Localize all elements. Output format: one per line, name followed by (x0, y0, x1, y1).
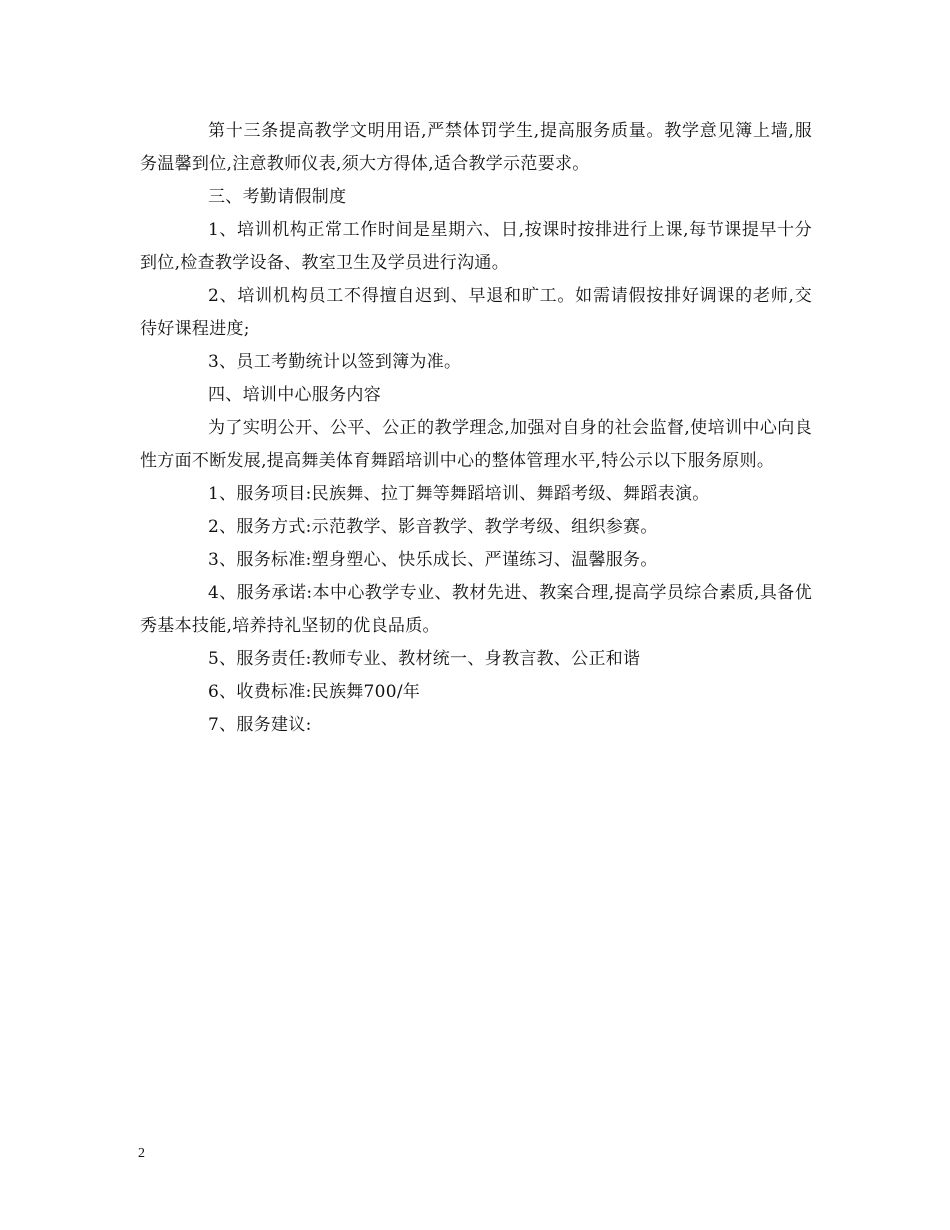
paragraph-attendance-1: 1、培训机构正常工作时间是星期六、日,按课时按排进行上课,每节课提早十分到位,检查教学设备、教室卫生及学员进行沟通。 (140, 220, 812, 273)
section-heading-services: 四、培训中心服务内容 (208, 385, 381, 405)
paragraph-service-methods: 2、服务方式:示范教学、影音教学、教学考级、组织参赛。 (208, 517, 658, 537)
paragraph-service-items: 1、服务项目:民族舞、拉丁舞等舞蹈培训、舞蹈考级、舞蹈表演。 (208, 484, 710, 504)
section-heading-attendance: 三、考勤请假制度 (208, 187, 347, 207)
paragraph-services-intro: 为了实明公开、公平、公正的教学理念,加强对自身的社会监督,使培训中心向良性方面不断发展,提高舞美体育舞蹈培训中心的整体管理水平,特公示以下服务原则。 (140, 418, 812, 471)
paragraph-service-suggestions: 7、服务建议: (208, 715, 312, 735)
document-body (140, 115, 812, 742)
paragraph-article-13: 第十三条提高教学文明用语,严禁体罚学生,提高服务质量。教学意见簿上墙,服务温馨到位,注意教师仪表,须大方得体,适合教学示范要求。 (140, 121, 812, 174)
paragraph-service-responsibility: 5、服务责任:教师专业、教材统一、身教言教、公正和谐 (208, 649, 641, 669)
paragraph-service-standards: 3、服务标准:塑身塑心、快乐成长、严谨练习、温馨服务。 (208, 550, 658, 570)
paragraph-fee-standard: 6、收费标准:民族舞700/年 (208, 682, 421, 702)
paragraph-attendance-2: 2、培训机构员工不得擅自迟到、早退和旷工。如需请假按排好调课的老师,交待好课程进度; (140, 286, 812, 339)
paragraph-service-commitment: 4、服务承诺:本中心教学专业、教材先进、教案合理,提高学员综合素质,具备优秀基本技能,培养持礼坚韧的优良品质。 (140, 583, 812, 636)
paragraph-attendance-3: 3、员工考勤统计以签到簿为准。 (208, 352, 462, 372)
page-number: 2 (138, 1146, 145, 1161)
